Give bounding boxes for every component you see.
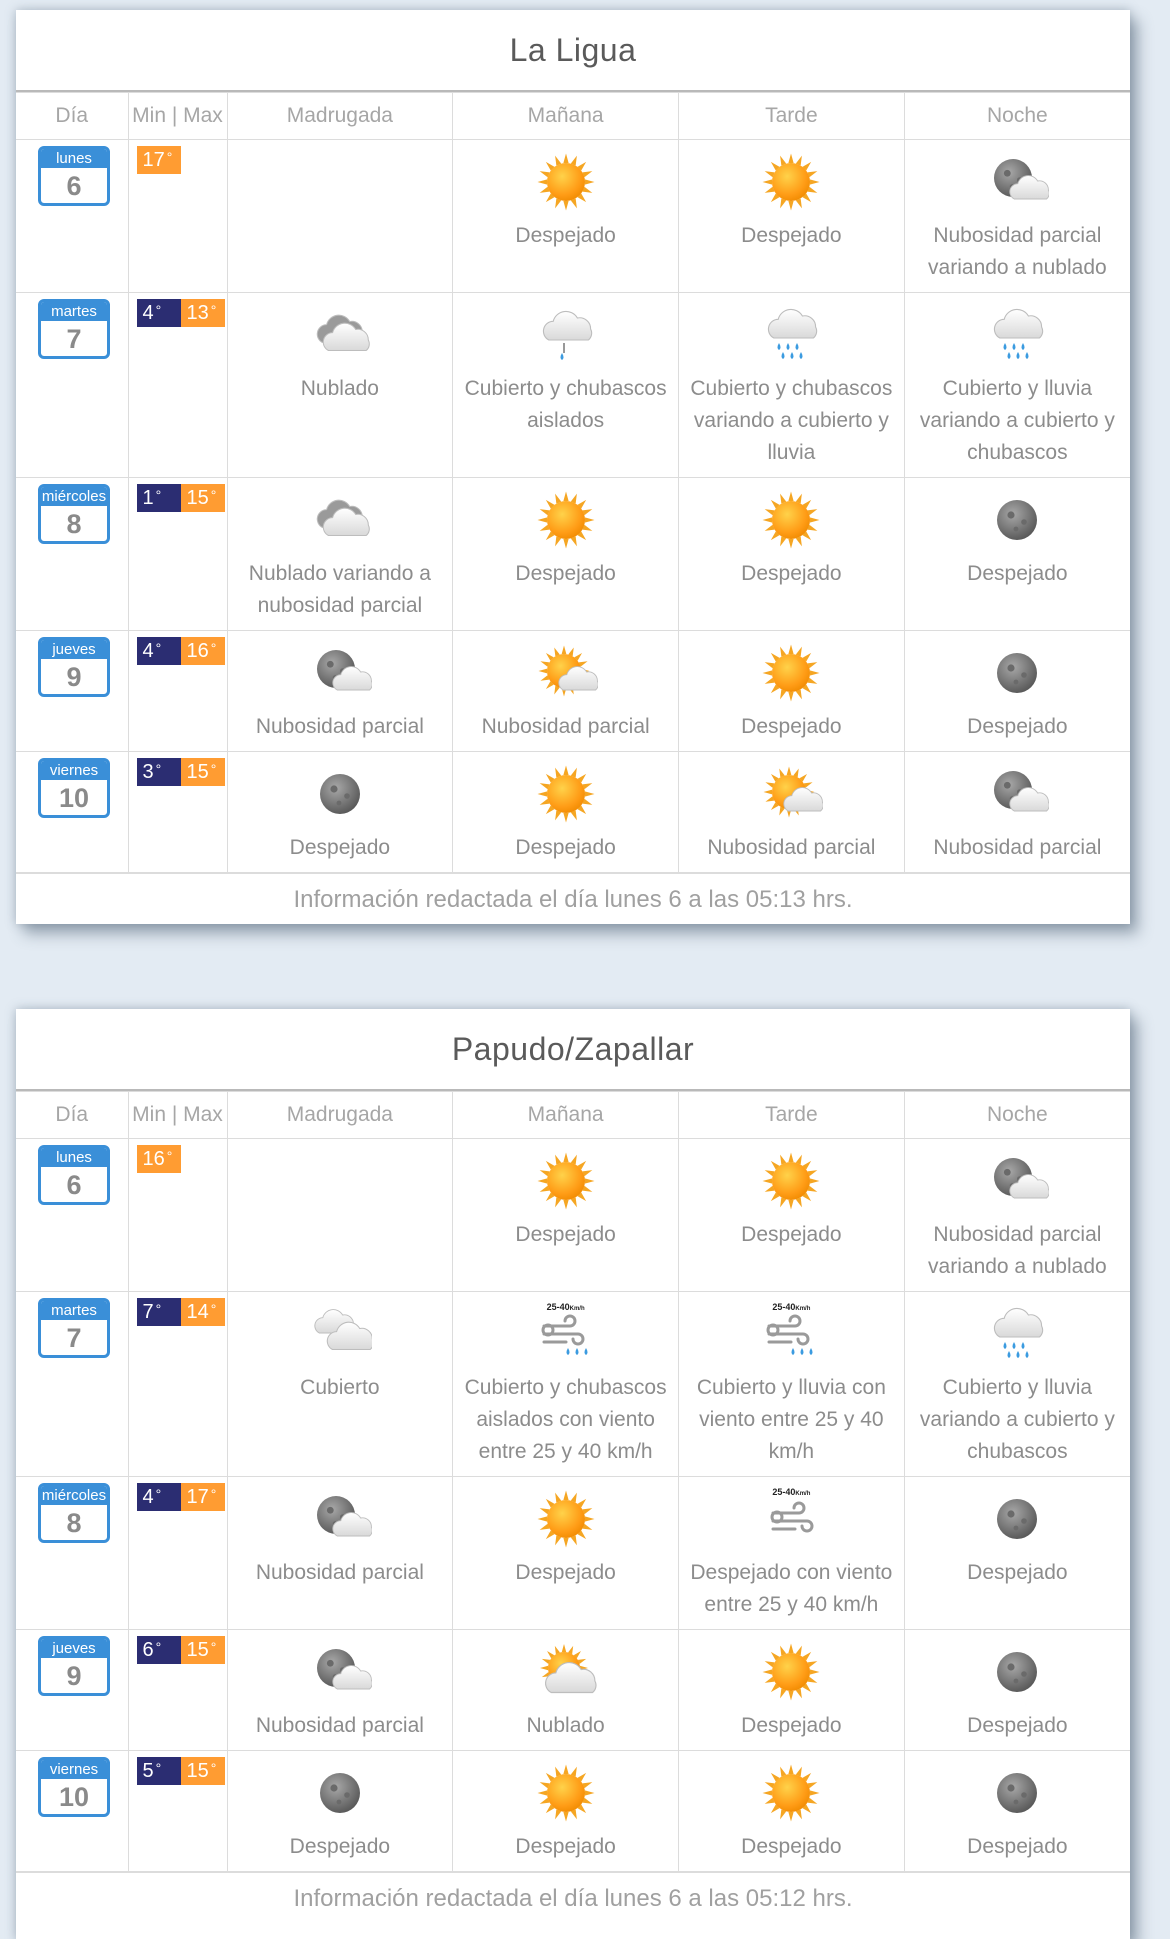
header-minmax: Min | Max bbox=[128, 93, 227, 140]
sun-icon bbox=[453, 1149, 678, 1213]
period-tarde bbox=[679, 293, 905, 478]
temp-cell bbox=[128, 1139, 227, 1292]
condition-text: Nubosidad parcial bbox=[933, 836, 1102, 859]
condition-text: Despejado bbox=[741, 1835, 842, 1858]
period-manana bbox=[453, 478, 679, 631]
sun-icon bbox=[453, 762, 678, 826]
temp-max: 17 ° bbox=[181, 1483, 225, 1511]
sun-icon bbox=[453, 488, 678, 552]
header-row bbox=[16, 1092, 1130, 1139]
calendar-icon bbox=[38, 758, 110, 818]
condition-text: Despejado con viento entre 25 y 40 km/h bbox=[690, 1561, 893, 1616]
period-madrugada bbox=[227, 293, 453, 478]
header-day: Día bbox=[16, 93, 128, 140]
temp-cell bbox=[128, 752, 227, 873]
temp-min: 3 ° bbox=[137, 758, 181, 786]
temp-max: 16 ° bbox=[181, 637, 225, 665]
period-manana bbox=[453, 1751, 679, 1872]
day-number: 7 bbox=[66, 324, 82, 354]
temp-max: 15 ° bbox=[181, 758, 225, 786]
period-manana bbox=[453, 1139, 679, 1292]
condition-text: Despejado bbox=[289, 1835, 391, 1858]
day-number: 8 bbox=[66, 509, 82, 539]
day-name: viernes bbox=[41, 761, 107, 780]
period-noche bbox=[904, 1477, 1130, 1630]
period-tarde bbox=[679, 1751, 905, 1872]
day-cell bbox=[16, 1477, 128, 1630]
condition-text: Nubosidad parcial bbox=[255, 1714, 424, 1737]
wind-icon bbox=[679, 1487, 904, 1551]
period-tarde bbox=[679, 752, 905, 873]
header-tarde: Tarde bbox=[679, 1092, 905, 1139]
temp-max: 14 ° bbox=[181, 1298, 225, 1326]
period-tarde bbox=[679, 140, 905, 293]
sun-icon bbox=[679, 641, 904, 705]
period-madrugada bbox=[227, 1477, 453, 1630]
condition-text: Despejado bbox=[967, 562, 1068, 585]
temp-min: 5 ° bbox=[137, 1757, 181, 1785]
temp-max: 17 ° bbox=[137, 146, 181, 174]
day-number: 6 bbox=[66, 1170, 82, 1200]
temp-min: 4 ° bbox=[137, 637, 181, 665]
condition-text: Despejado bbox=[967, 1714, 1068, 1737]
day-row bbox=[16, 478, 1130, 631]
day-row bbox=[16, 140, 1130, 293]
period-manana bbox=[453, 293, 679, 478]
period-manana bbox=[453, 1477, 679, 1630]
day-name: martes bbox=[41, 302, 107, 321]
day-name: viernes bbox=[41, 1760, 107, 1779]
day-number: 8 bbox=[66, 1508, 82, 1538]
day-number: 6 bbox=[66, 171, 82, 201]
header-noche: Noche bbox=[904, 1092, 1130, 1139]
day-row bbox=[16, 1139, 1130, 1292]
condition-text: Cubierto y chubascos aislados bbox=[464, 377, 667, 432]
sun-icon bbox=[679, 488, 904, 552]
sun-icon bbox=[453, 1487, 678, 1551]
condition-text: Nubosidad parcial bbox=[481, 715, 650, 738]
period-noche bbox=[904, 1630, 1130, 1751]
cloudy-icon bbox=[228, 303, 453, 367]
day-row bbox=[16, 631, 1130, 752]
condition-text: Nubosidad parcial bbox=[255, 1561, 424, 1584]
day-name: lunes bbox=[41, 1148, 107, 1167]
temp-cell bbox=[128, 140, 227, 293]
sun-icon bbox=[453, 150, 678, 214]
moon-cloud-icon bbox=[228, 641, 453, 705]
period-noche bbox=[904, 752, 1130, 873]
condition-text: Nubosidad parcial variando a nublado bbox=[928, 1223, 1107, 1278]
period-tarde bbox=[679, 1292, 905, 1477]
period-madrugada bbox=[227, 478, 453, 631]
period-manana bbox=[453, 631, 679, 752]
period-manana bbox=[453, 1630, 679, 1751]
wind-rain-icon bbox=[453, 1302, 678, 1366]
condition-text: Cubierto y lluvia variando a cubierto y chubascos bbox=[919, 1376, 1115, 1463]
header-day: Día bbox=[16, 1092, 128, 1139]
day-row bbox=[16, 1630, 1130, 1751]
period-manana bbox=[453, 140, 679, 293]
day-cell bbox=[16, 1751, 128, 1872]
condition-text: Nublado variando a nubosidad parcial bbox=[248, 562, 431, 617]
wind-speed-label: 25-40Km/h bbox=[772, 1302, 811, 1312]
forecast-table bbox=[16, 1091, 1130, 1872]
sun-cloud-big-icon bbox=[453, 1640, 678, 1704]
moon-icon bbox=[905, 1640, 1130, 1704]
condition-text: Despejado bbox=[967, 1561, 1068, 1584]
condition-text: Despejado bbox=[289, 836, 391, 859]
period-manana bbox=[453, 752, 679, 873]
condition-text: Nubosidad parcial bbox=[255, 715, 424, 738]
moon-icon bbox=[905, 1487, 1130, 1551]
temp-min: 4 ° bbox=[137, 1483, 181, 1511]
day-cell bbox=[16, 1292, 128, 1477]
location-title: La Ligua bbox=[16, 10, 1130, 92]
day-row bbox=[16, 1751, 1130, 1872]
condition-text: Despejado bbox=[967, 715, 1068, 738]
cloud-rain-icon bbox=[905, 303, 1130, 367]
moon-cloud-icon bbox=[228, 1640, 453, 1704]
temp-cell bbox=[128, 478, 227, 631]
period-tarde bbox=[679, 1139, 905, 1292]
condition-text: Despejado bbox=[515, 1561, 616, 1584]
sun-icon bbox=[679, 1149, 904, 1213]
calendar-icon bbox=[38, 146, 110, 206]
condition-text: Despejado bbox=[515, 224, 616, 247]
condition-text: Despejado bbox=[741, 224, 842, 247]
wind-speed-label: 25-40Km/h bbox=[546, 1302, 585, 1312]
period-madrugada bbox=[227, 140, 453, 293]
calendar-icon bbox=[38, 1483, 110, 1543]
temp-cell bbox=[128, 1630, 227, 1751]
moon-cloud-icon bbox=[905, 762, 1130, 826]
period-madrugada bbox=[227, 752, 453, 873]
day-number: 10 bbox=[58, 1782, 90, 1812]
day-name: lunes bbox=[41, 149, 107, 168]
sun-icon bbox=[453, 1761, 678, 1825]
day-row bbox=[16, 293, 1130, 478]
day-cell bbox=[16, 478, 128, 631]
day-cell bbox=[16, 1139, 128, 1292]
temp-max: 15 ° bbox=[181, 484, 225, 512]
cloud-rain-icon bbox=[905, 1302, 1130, 1366]
temp-cell bbox=[128, 293, 227, 478]
condition-text: Despejado bbox=[741, 715, 842, 738]
condition-text: Cubierto y chubascos aislados con viento entre 25 y 40 km/h bbox=[464, 1376, 667, 1463]
condition-text: Despejado bbox=[515, 1223, 616, 1246]
period-madrugada bbox=[227, 631, 453, 752]
condition-text: Cubierto bbox=[300, 1376, 380, 1399]
cloud-drizzle-icon bbox=[453, 303, 678, 367]
temp-min: 4 ° bbox=[137, 299, 181, 327]
temp-cell bbox=[128, 1292, 227, 1477]
moon-icon bbox=[905, 488, 1130, 552]
condition-text: Cubierto y lluvia con viento entre 25 y 40 km/h bbox=[696, 1376, 886, 1463]
period-tarde bbox=[679, 478, 905, 631]
condition-text: Despejado bbox=[515, 836, 616, 859]
forecast-body bbox=[16, 1139, 1130, 1872]
cloudy-icon bbox=[228, 488, 453, 552]
temp-cell bbox=[128, 1477, 227, 1630]
wind-rain-icon bbox=[679, 1302, 904, 1366]
sun-icon bbox=[679, 150, 904, 214]
period-madrugada bbox=[227, 1630, 453, 1751]
temp-max: 16 ° bbox=[137, 1145, 181, 1173]
period-noche bbox=[904, 1751, 1130, 1872]
cloud-rain-icon bbox=[679, 303, 904, 367]
day-cell bbox=[16, 631, 128, 752]
header-madrugada: Madrugada bbox=[227, 93, 453, 140]
header-madrugada: Madrugada bbox=[227, 1092, 453, 1139]
period-noche bbox=[904, 1139, 1130, 1292]
condition-text: Nublado bbox=[300, 377, 379, 400]
calendar-icon bbox=[38, 1298, 110, 1358]
period-madrugada bbox=[227, 1751, 453, 1872]
day-row bbox=[16, 752, 1130, 873]
day-name: martes bbox=[41, 1301, 107, 1320]
temp-min: 7 ° bbox=[137, 1298, 181, 1326]
location-title: Papudo/Zapallar bbox=[16, 1009, 1130, 1091]
day-cell bbox=[16, 293, 128, 478]
period-noche bbox=[904, 140, 1130, 293]
period-tarde bbox=[679, 1630, 905, 1751]
day-name: miércoles bbox=[41, 488, 107, 505]
sun-icon bbox=[679, 1640, 904, 1704]
header-manana: Mañana bbox=[453, 1092, 679, 1139]
day-cell bbox=[16, 752, 128, 873]
condition-text: Despejado bbox=[515, 562, 616, 585]
temp-min: 6 ° bbox=[137, 1636, 181, 1664]
moon-cloud-icon bbox=[228, 1487, 453, 1551]
moon-icon bbox=[905, 1761, 1130, 1825]
header-noche: Noche bbox=[904, 93, 1130, 140]
condition-text: Nubosidad parcial bbox=[707, 836, 876, 859]
moon-icon bbox=[228, 762, 453, 826]
day-cell bbox=[16, 140, 128, 293]
condition-text: Cubierto y lluvia variando a cubierto y chubascos bbox=[919, 377, 1115, 464]
period-noche bbox=[904, 478, 1130, 631]
day-name: jueves bbox=[41, 640, 107, 659]
condition-text: Cubierto y chubascos variando a cubierto y lluvia bbox=[690, 377, 893, 464]
period-manana bbox=[453, 1292, 679, 1477]
condition-text: Despejado bbox=[515, 1835, 616, 1858]
period-madrugada bbox=[227, 1139, 453, 1292]
day-number: 10 bbox=[58, 783, 90, 813]
sun-cloud-icon bbox=[679, 762, 904, 826]
overcast-icon bbox=[228, 1302, 453, 1366]
day-cell bbox=[16, 1630, 128, 1751]
calendar-icon bbox=[38, 637, 110, 697]
day-number: 7 bbox=[66, 1323, 82, 1353]
condition-text: Nublado bbox=[526, 1714, 605, 1737]
header-manana: Mañana bbox=[453, 93, 679, 140]
period-noche bbox=[904, 1292, 1130, 1477]
moon-cloud-icon bbox=[905, 150, 1130, 214]
period-madrugada bbox=[227, 1292, 453, 1477]
condition-text: Despejado bbox=[741, 1223, 842, 1246]
temp-max: 15 ° bbox=[181, 1757, 225, 1785]
temp-max: 13 ° bbox=[181, 299, 225, 327]
condition-text: Despejado bbox=[967, 1835, 1068, 1858]
temp-max: 15 ° bbox=[181, 1636, 225, 1664]
calendar-icon bbox=[38, 484, 110, 544]
temp-min: 1 ° bbox=[137, 484, 181, 512]
calendar-icon bbox=[38, 1636, 110, 1696]
header-row bbox=[16, 93, 1130, 140]
period-noche bbox=[904, 631, 1130, 752]
forecast-card bbox=[16, 10, 1130, 924]
day-number: 9 bbox=[66, 1661, 82, 1691]
temp-cell bbox=[128, 631, 227, 752]
forecast-table bbox=[16, 92, 1130, 873]
period-tarde bbox=[679, 1477, 905, 1630]
day-name: miércoles bbox=[41, 1487, 107, 1504]
day-row bbox=[16, 1477, 1130, 1630]
condition-text: Despejado bbox=[741, 562, 842, 585]
wind-speed-label: 25-40Km/h bbox=[772, 1487, 811, 1497]
moon-icon bbox=[228, 1761, 453, 1825]
period-noche bbox=[904, 293, 1130, 478]
sun-cloud-icon bbox=[453, 641, 678, 705]
period-tarde bbox=[679, 631, 905, 752]
forecast-body bbox=[16, 140, 1130, 873]
forecast-card bbox=[16, 1009, 1130, 1939]
update-note: Información redactada el día lunes 6 a las 05:13 hrs. bbox=[16, 873, 1130, 926]
header-tarde: Tarde bbox=[679, 93, 905, 140]
calendar-icon bbox=[38, 299, 110, 359]
day-number: 9 bbox=[66, 662, 82, 692]
calendar-icon bbox=[38, 1757, 110, 1817]
calendar-icon bbox=[38, 1145, 110, 1205]
sun-icon bbox=[679, 1761, 904, 1825]
condition-text: Despejado bbox=[741, 1714, 842, 1737]
moon-cloud-icon bbox=[905, 1149, 1130, 1213]
update-note: Información redactada el día lunes 6 a las 05:12 hrs. bbox=[16, 1872, 1130, 1925]
condition-text: Nubosidad parcial variando a nublado bbox=[928, 224, 1107, 279]
temp-cell bbox=[128, 1751, 227, 1872]
header-minmax: Min | Max bbox=[128, 1092, 227, 1139]
day-row bbox=[16, 1292, 1130, 1477]
day-name: jueves bbox=[41, 1639, 107, 1658]
moon-icon bbox=[905, 641, 1130, 705]
